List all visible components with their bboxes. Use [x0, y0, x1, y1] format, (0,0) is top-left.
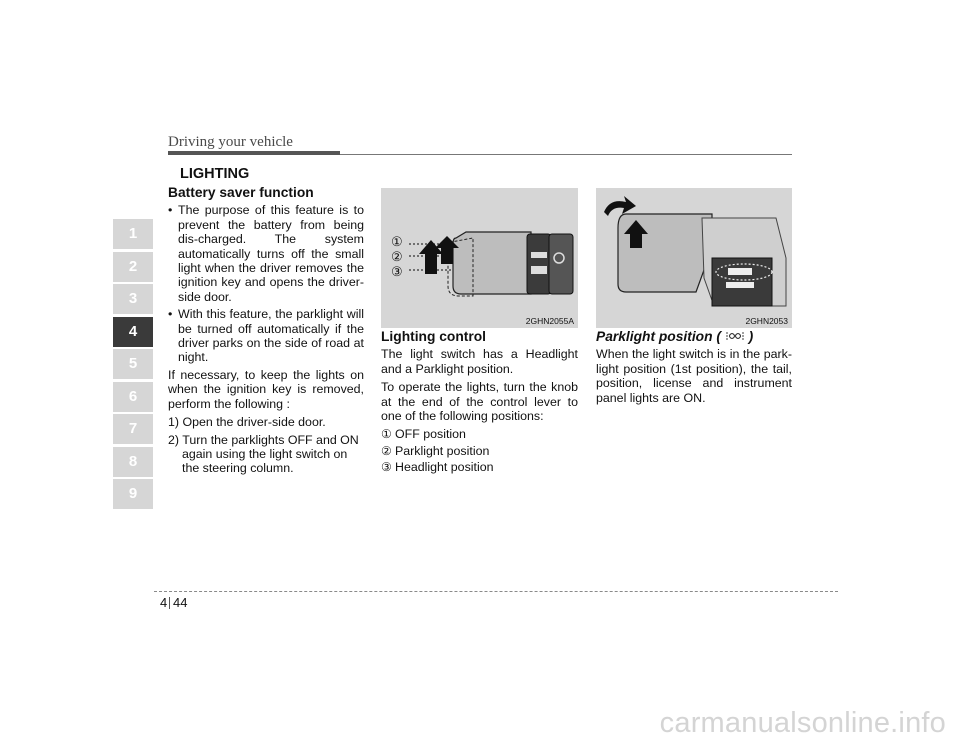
chapter-tab-1[interactable]: 1	[113, 219, 153, 249]
chapter-tab-7[interactable]: 7	[113, 414, 153, 444]
position-label: Headlight position	[395, 460, 494, 475]
parklight-figure	[596, 188, 792, 328]
battery-saver-heading: Battery saver function	[168, 185, 314, 200]
chapter-tab-3[interactable]: 3	[113, 284, 153, 314]
parklight-paragraph: When the light switch is in the park-light position (1st position), the tail, position, license and instrument panel lights are ON.	[596, 347, 792, 405]
position-number: ②	[381, 443, 392, 458]
lighting-control-section	[381, 330, 578, 477]
chapter-tab-5[interactable]: 5	[113, 349, 153, 379]
callout-3: ③	[391, 264, 403, 279]
footer-chapter-number: 4	[160, 595, 168, 610]
bullet-item	[168, 307, 364, 365]
header-rule	[168, 151, 340, 155]
chapter-tab-8[interactable]: 8	[113, 447, 153, 477]
position-item	[381, 460, 578, 474]
bullet-text: The purpose of this feature is to prevent the battery from being dis-charged. The system automatically turns off the small light when the driver removes the ignition key and opens the driver- side door.	[178, 203, 364, 304]
watermark: carmanualsonline.info	[659, 707, 946, 739]
chapter-tab-9[interactable]: 9	[113, 479, 153, 509]
lighting-lever-figure	[381, 188, 578, 328]
position-item	[381, 444, 578, 458]
parklight-symbol-icon	[725, 330, 745, 342]
chapter-tab-4[interactable]: 4	[113, 317, 153, 347]
bullet-mark: •	[168, 203, 173, 218]
battery-saver-intro: If necessary, to keep the lights on when the ignition key is removed, perform the following :	[168, 367, 364, 411]
chapter-tab-2[interactable]: 2	[113, 252, 153, 282]
step-item: 2) Turn the parklights OFF and ON again using the light switch on the steering column.	[168, 432, 359, 476]
battery-saver-section	[168, 186, 364, 479]
callout-1: ①	[391, 234, 403, 249]
footer-rule	[154, 591, 838, 592]
position-item	[381, 427, 578, 441]
step-item: 1) Open the driver-side door.	[168, 415, 326, 430]
parklight-heading	[596, 330, 792, 344]
position-label: Parklight position	[395, 443, 490, 458]
position-number: ①	[381, 427, 392, 442]
bullet-item	[168, 203, 364, 304]
parklight-illustration	[596, 188, 792, 328]
bullet-text: With this feature, the parklight will be turned off automatically if the driver parks on the side of road at night.	[178, 307, 364, 365]
position-label: OFF position	[395, 427, 466, 442]
header-rule-thin	[340, 154, 792, 155]
parklight-heading-suffix: )	[748, 329, 754, 344]
chapter-tab-6[interactable]: 6	[113, 382, 153, 412]
callout-2: ②	[391, 249, 403, 264]
footer-separator	[169, 597, 170, 609]
running-header: Driving your vehicle	[168, 134, 293, 150]
footer-page-number: 44	[173, 595, 188, 610]
chapter-tabs	[113, 219, 153, 512]
parklight-heading-prefix: Parklight position (	[596, 329, 721, 344]
lighting-lever-illustration	[381, 188, 578, 328]
lighting-control-paragraph: The light switch has a Headlight and a Parklight position.	[381, 347, 578, 376]
position-number: ③	[381, 460, 392, 475]
figure-code: 2GHN2053	[745, 316, 788, 326]
section-title: LIGHTING	[180, 166, 250, 182]
bullet-mark: •	[168, 307, 173, 322]
lighting-control-heading: Lighting control	[381, 329, 486, 344]
parklight-section	[596, 330, 792, 409]
lighting-control-paragraph: To operate the lights, turn the knob at the end of the control lever to one of the following positions:	[381, 380, 578, 424]
figure-code: 2GHN2055A	[525, 316, 574, 326]
